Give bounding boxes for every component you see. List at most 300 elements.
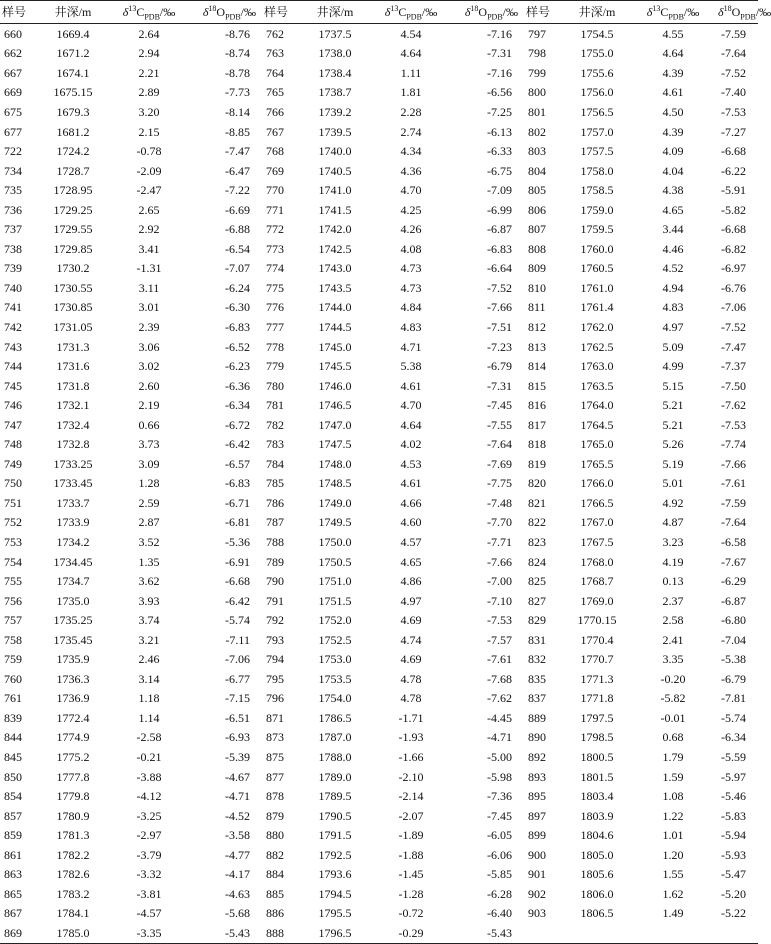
sample-cell: 669 [4, 85, 22, 100]
sample-cell: 865 [4, 886, 22, 901]
table-row [0, 923, 758, 943]
depth-cell: 1730.85 [53, 300, 93, 315]
depth-cell: 1748.0 [318, 456, 352, 471]
d13c-cell [628, 923, 718, 943]
sample-cell: 805 [528, 183, 546, 198]
d13c-cell: 3.02 [138, 359, 160, 374]
depth-cell: 1781.3 [56, 828, 90, 843]
d18o-cell: -6.34 [721, 730, 746, 745]
d18o-cell: -5.98 [487, 769, 512, 784]
sample-cell: 859 [4, 828, 22, 843]
sample-cell: 819 [528, 456, 546, 471]
table-row [0, 161, 758, 181]
d13c-cell: 4.74 [400, 632, 422, 647]
depth-cell: 1735.0 [56, 593, 90, 608]
sample-cell: 734 [4, 163, 22, 178]
d18o-cell: -7.59 [721, 26, 746, 41]
d13c-cell: 2.60 [138, 378, 160, 393]
sample-cell: 845 [4, 750, 22, 764]
sample-cell: 770 [266, 183, 284, 198]
d13c-cell: 2.87 [138, 515, 160, 530]
d18o-cell: -6.05 [487, 828, 512, 843]
d13c-cell: 4.26 [400, 222, 422, 237]
depth-cell: 1805.6 [580, 867, 614, 882]
depth-cell: 1734.45 [53, 554, 93, 569]
table-row [0, 102, 758, 122]
table-row [0, 708, 758, 728]
depth-cell: 1763.0 [580, 359, 614, 374]
d18o-cell: -7.64 [721, 46, 746, 61]
sample-cell [524, 923, 566, 943]
depth-cell: 1743.5 [318, 280, 352, 295]
d18o-cell: -6.82 [721, 241, 746, 256]
d13c-cell: 4.86 [400, 574, 422, 589]
d18o-cell: -4.71 [225, 789, 250, 804]
depth-cell: 1800.5 [580, 750, 614, 764]
d18o-cell: -6.34 [225, 398, 250, 413]
d13c-cell: -0.20 [660, 671, 686, 686]
d18o-cell: -6.93 [225, 730, 250, 745]
depth-cell: 1728.7 [56, 163, 90, 178]
sample-cell: 743 [4, 339, 22, 354]
depth-cell: 1764.5 [580, 417, 614, 432]
d13c-cell: -0.21 [136, 750, 162, 764]
d18o-cell: -7.70 [487, 515, 512, 530]
d13c-cell: 3.14 [138, 671, 160, 686]
sample-cell: 897 [528, 808, 546, 823]
d18o-cell: -6.54 [225, 241, 250, 256]
sample-cell: 760 [4, 671, 22, 686]
table-row [0, 610, 758, 630]
sample-cell: 735 [4, 183, 22, 198]
sample-cell: 861 [4, 847, 22, 862]
d13c-cell: -5.82 [660, 691, 686, 706]
d13c-cell: -1.93 [398, 730, 424, 745]
sample-cell: 871 [266, 710, 284, 725]
d18o-cell: -7.31 [487, 378, 512, 393]
sample-cell: 787 [266, 515, 284, 530]
d18o-cell: -6.13 [487, 124, 512, 139]
d13c-cell: 1.28 [138, 476, 160, 491]
sample-cell: 778 [266, 339, 284, 354]
sample-cell: 808 [528, 241, 546, 256]
table-row [0, 474, 758, 494]
depth-cell: 1798.5 [580, 730, 614, 745]
header-d13c: $\delta^{13}C_{PDB}/‰$ [104, 1, 194, 24]
d18o-cell: -6.52 [225, 339, 250, 354]
d18o-cell: -7.50 [721, 378, 746, 393]
table-row [0, 650, 758, 670]
sample-cell: 782 [266, 417, 284, 432]
d13c-cell: -1.71 [398, 710, 424, 725]
d13c-cell: 3.74 [138, 613, 160, 628]
d18o-cell: -7.04 [721, 632, 746, 647]
depth-cell: 1740.0 [318, 144, 352, 159]
sample-cell: 809 [528, 261, 546, 276]
depth-cell: 1770.4 [580, 632, 614, 647]
table-row [0, 865, 758, 885]
sample-cell: 781 [266, 398, 284, 413]
depth-cell: 1769.0 [580, 593, 614, 608]
d18o-cell: -7.68 [487, 671, 512, 686]
depth-cell: 1750.0 [318, 534, 352, 549]
d13c-cell: 2.59 [138, 495, 160, 510]
sample-cell: 798 [528, 46, 546, 61]
depth-cell: 1751.5 [318, 593, 352, 608]
sample-cell: 837 [528, 691, 546, 706]
depth-cell: 1761.0 [580, 280, 614, 295]
d13c-cell: 4.61 [662, 85, 684, 100]
d18o-cell: -4.77 [225, 847, 250, 862]
d13c-cell: 3.11 [138, 280, 160, 295]
sample-cell: 814 [528, 359, 546, 374]
sample-cell: 746 [4, 398, 22, 413]
d18o-cell: -6.47 [225, 163, 250, 178]
d13c-cell: 4.64 [400, 46, 422, 61]
sample-cell: 759 [4, 652, 22, 667]
sample-cell: 662 [4, 46, 22, 61]
sample-cell: 762 [266, 26, 284, 41]
sample-cell: 818 [528, 437, 546, 452]
d18o-cell: -7.71 [487, 534, 512, 549]
sample-cell: 900 [528, 847, 546, 862]
depth-cell: 1730.2 [56, 261, 90, 276]
sample-cell: 753 [4, 534, 22, 549]
d13c-cell: 4.50 [662, 104, 684, 119]
d18o-cell: -5.97 [721, 769, 746, 784]
d13c-cell: -1.31 [136, 261, 162, 276]
sample-cell: 812 [528, 319, 546, 334]
d13c-cell: 4.73 [400, 280, 422, 295]
sample-cell: 779 [266, 359, 284, 374]
d18o-cell: -6.29 [721, 574, 746, 589]
d13c-cell: 3.20 [138, 104, 160, 119]
depth-cell: 1679.3 [56, 104, 90, 119]
d13c-cell: 3.44 [662, 222, 684, 237]
depth-cell: 1772.4 [56, 710, 90, 725]
depth-cell: 1806.0 [580, 886, 614, 901]
d13c-cell: 5.01 [662, 476, 684, 491]
d18o-cell: -6.42 [225, 437, 250, 452]
d13c-cell: -2.58 [136, 730, 162, 745]
header-d13c: $\delta^{13}C_{PDB}/‰$ [628, 1, 718, 24]
d13c-cell: 1.18 [138, 691, 160, 706]
depth-cell: 1768.7 [580, 574, 614, 589]
table-row [0, 44, 758, 64]
d18o-cell: -6.88 [225, 222, 250, 237]
d13c-cell: 5.15 [662, 378, 684, 393]
depth-cell: 1764.0 [580, 398, 614, 413]
d18o-cell: -5.39 [225, 750, 250, 764]
sample-cell: 829 [528, 613, 546, 628]
depth-cell: 1743.0 [318, 261, 352, 276]
d18o-cell: -7.00 [487, 574, 512, 589]
table-row [0, 63, 758, 83]
sample-cell: 739 [4, 261, 22, 276]
sample-cell: 799 [528, 65, 546, 80]
d18o-cell: -7.36 [487, 789, 512, 804]
d18o-cell: -7.64 [487, 437, 512, 452]
d13c-cell: 0.13 [662, 574, 684, 589]
d13c-cell: 4.70 [400, 183, 422, 198]
sample-cell: 807 [528, 222, 546, 237]
d18o-cell: -7.48 [487, 495, 512, 510]
d13c-cell: 4.70 [400, 398, 422, 413]
d18o-cell: -7.47 [721, 339, 746, 354]
table-row [0, 122, 758, 142]
depth-cell: 1749.5 [318, 515, 352, 530]
depth-cell: 1760.0 [580, 241, 614, 256]
sample-cell: 899 [528, 828, 546, 843]
depth-cell: 1795.5 [318, 906, 352, 921]
d13c-cell: -3.81 [136, 886, 162, 901]
d18o-cell: -6.83 [225, 319, 250, 334]
d18o-cell: -6.22 [721, 163, 746, 178]
depth-cell: 1733.45 [53, 476, 93, 491]
sample-cell: 810 [528, 280, 546, 295]
sample-cell: 793 [266, 632, 284, 647]
sample-cell: 803 [528, 144, 546, 159]
depth-cell: 1742.0 [318, 222, 352, 237]
table-header-row [0, 1, 758, 24]
d13c-cell: 2.46 [138, 652, 160, 667]
sample-cell: 744 [4, 359, 22, 374]
sample-cell: 750 [4, 476, 22, 491]
d18o-cell: -6.83 [225, 476, 250, 491]
table-row [0, 786, 758, 806]
sample-cell: 895 [528, 789, 546, 804]
sample-cell: 850 [4, 769, 22, 784]
sample-cell: 901 [528, 867, 546, 882]
depth-cell: 1752.0 [318, 613, 352, 628]
depth-cell: 1775.2 [56, 750, 90, 764]
d18o-cell: -6.57 [225, 456, 250, 471]
d18o-cell: -6.69 [225, 202, 250, 217]
sample-cell: 888 [262, 923, 304, 943]
d13c-cell: 1.01 [662, 828, 684, 843]
sample-cell: 784 [266, 456, 284, 471]
table-row [0, 434, 758, 454]
sample-cell: 660 [4, 26, 22, 41]
table-row [0, 83, 758, 103]
d13c-cell: 3.06 [138, 339, 160, 354]
depth-cell: 1744.0 [318, 300, 352, 315]
d18o-cell: -6.83 [487, 241, 512, 256]
d18o-cell: -7.11 [225, 632, 250, 647]
depth-cell: 1731.3 [56, 339, 90, 354]
sample-cell: 773 [266, 241, 284, 256]
d13c-cell: 1.49 [662, 906, 684, 921]
d18o-cell: -5.47 [721, 867, 746, 882]
sample-cell: 758 [4, 632, 22, 647]
d18o-cell: -7.62 [487, 691, 512, 706]
depth-cell: 1741.0 [318, 183, 352, 198]
d18o-cell: -4.71 [487, 730, 512, 745]
d13c-cell: -2.07 [398, 808, 424, 823]
d13c-cell: 1.55 [662, 867, 684, 882]
sample-cell: 740 [4, 280, 22, 295]
table-row [0, 825, 758, 845]
sample-cell: 844 [4, 730, 22, 745]
d18o-cell: -6.58 [721, 534, 746, 549]
sample-cell: 757 [4, 613, 22, 628]
d13c-cell: 4.53 [400, 456, 422, 471]
sample-cell: 737 [4, 222, 22, 237]
sample-cell: 880 [266, 828, 284, 843]
header-sample: 样号 [524, 1, 566, 24]
depth-cell: 1765.5 [580, 456, 614, 471]
sample-cell: 877 [266, 769, 284, 784]
table-row [0, 552, 758, 572]
sample-cell: 749 [4, 456, 22, 471]
d18o-cell: -7.81 [721, 691, 746, 706]
d13c-cell: -1.28 [398, 886, 424, 901]
table-row [0, 239, 758, 259]
d13c-cell: -3.25 [136, 808, 162, 823]
depth-cell: 1739.5 [318, 124, 352, 139]
d18o-cell: -7.37 [721, 359, 746, 374]
depth-cell: 1755.0 [580, 46, 614, 61]
table-row [0, 376, 758, 396]
d13c-cell: -1.88 [398, 847, 424, 862]
d13c-cell: 5.21 [662, 417, 684, 432]
d13c-cell: 3.73 [138, 437, 160, 452]
depth-cell: 1774.9 [56, 730, 90, 745]
sample-cell: 777 [266, 319, 284, 334]
d13c-cell: -4.12 [136, 789, 162, 804]
table-row [0, 337, 758, 357]
header-d18o: $\delta^{18}O_{PDB}/‰$ [194, 1, 262, 24]
sample-cell: 831 [528, 632, 546, 647]
d13c-cell: 4.97 [400, 593, 422, 608]
depth-cell: 1681.2 [56, 124, 90, 139]
d18o-cell: -8.76 [225, 26, 250, 41]
header-d18o: $\delta^{18}O_{PDB}/‰$ [718, 1, 758, 24]
d18o-cell: -6.68 [721, 144, 746, 159]
d13c-cell: 1.14 [138, 710, 160, 725]
table-row [0, 356, 758, 376]
table-row [0, 669, 758, 689]
depth-cell: 1729.55 [53, 222, 93, 237]
d18o-cell: -7.31 [487, 46, 512, 61]
d18o-cell: -7.57 [487, 632, 512, 647]
d18o-cell: -6.77 [225, 671, 250, 686]
d18o-cell: -6.81 [225, 515, 250, 530]
sample-cell: 811 [528, 300, 546, 315]
d18o-cell: -6.79 [721, 671, 746, 686]
d13c-cell: 4.34 [400, 144, 422, 159]
d13c-cell: 4.08 [400, 241, 422, 256]
d18o-cell: -6.30 [225, 300, 250, 315]
depth-cell: 1797.5 [580, 710, 614, 725]
depth-cell: 1744.5 [318, 319, 352, 334]
d13c-cell: 4.38 [662, 183, 684, 198]
d18o-cell: -5.93 [721, 847, 746, 862]
d18o-cell: -7.10 [487, 593, 512, 608]
sample-cell: 741 [4, 300, 22, 315]
table-row [0, 630, 758, 650]
d18o-cell: -7.53 [721, 104, 746, 119]
d18o-cell: -7.09 [487, 183, 512, 198]
header-d13c: $\delta^{13}C_{PDB}/‰$ [366, 1, 456, 24]
sample-cell: 788 [266, 534, 284, 549]
d18o-cell: -4.45 [487, 710, 512, 725]
d18o-cell: -5.82 [721, 202, 746, 217]
d18o-cell: -5.74 [721, 710, 746, 725]
depth-cell: 1786.5 [318, 710, 352, 725]
d13c-cell: -3.79 [136, 847, 162, 862]
table-row [0, 219, 758, 239]
sample-cell: 878 [266, 789, 284, 804]
table-row [0, 728, 758, 748]
table-row [0, 845, 758, 865]
sample-cell: 748 [4, 437, 22, 452]
depth-cell: 1805.0 [580, 847, 614, 862]
sample-cell: 747 [4, 417, 22, 432]
d13c-cell: 4.78 [400, 691, 422, 706]
d18o-cell: -6.06 [487, 847, 512, 862]
depth-cell: 1729.85 [53, 241, 93, 256]
d13c-cell: 4.69 [400, 652, 422, 667]
depth-cell: 1731.05 [53, 319, 93, 334]
d13c-cell: 4.39 [662, 124, 684, 139]
depth-cell: 1780.9 [56, 808, 90, 823]
d13c-cell: 2.19 [138, 398, 160, 413]
depth-cell: 1754.5 [580, 26, 614, 41]
d18o-cell: -6.56 [487, 85, 512, 100]
table-row [0, 689, 758, 709]
depth-cell: 1748.5 [318, 476, 352, 491]
d18o-cell: -5.20 [721, 886, 746, 901]
d13c-cell: 3.41 [138, 241, 160, 256]
d13c-cell: 0.66 [138, 417, 160, 432]
depth-cell: 1787.0 [318, 730, 352, 745]
depth-cell: 1806.5 [580, 906, 614, 921]
d13c-cell: 4.61 [400, 476, 422, 491]
depth-cell: 1740.5 [318, 163, 352, 178]
d18o-cell: -7.06 [225, 652, 250, 667]
table-row [0, 767, 758, 787]
d13c-cell: 4.83 [400, 319, 422, 334]
sample-cell: 769 [266, 163, 284, 178]
d18o-cell: -5.59 [721, 750, 746, 764]
d18o-cell: -5.83 [721, 808, 746, 823]
d13c-cell: 4.09 [662, 144, 684, 159]
table-row [0, 415, 758, 435]
d13c-cell: 2.39 [138, 319, 160, 334]
sample-cell: 722 [4, 144, 22, 159]
depth-cell: 1779.8 [56, 789, 90, 804]
d13c-cell: 4.99 [662, 359, 684, 374]
sample-cell: 813 [528, 339, 546, 354]
depth-cell: 1755.6 [580, 65, 614, 80]
d18o-cell: -7.62 [721, 398, 746, 413]
table-row [0, 24, 758, 44]
d18o-cell: -6.79 [487, 359, 512, 374]
d18o-cell: -7.73 [225, 85, 250, 100]
d18o-cell: -6.64 [487, 261, 512, 276]
depth-cell: 1753.0 [318, 652, 352, 667]
depth-cell: 1732.8 [56, 437, 90, 452]
depth-cell: 1733.9 [56, 515, 90, 530]
table-row [0, 571, 758, 591]
sample-cell: 745 [4, 378, 22, 393]
d13c-cell: -2.10 [398, 769, 424, 784]
depth-cell: 1789.0 [318, 769, 352, 784]
d18o-cell: -5.68 [225, 906, 250, 921]
d13c-cell: 1.35 [138, 554, 160, 569]
d18o-cell: -3.58 [225, 828, 250, 843]
